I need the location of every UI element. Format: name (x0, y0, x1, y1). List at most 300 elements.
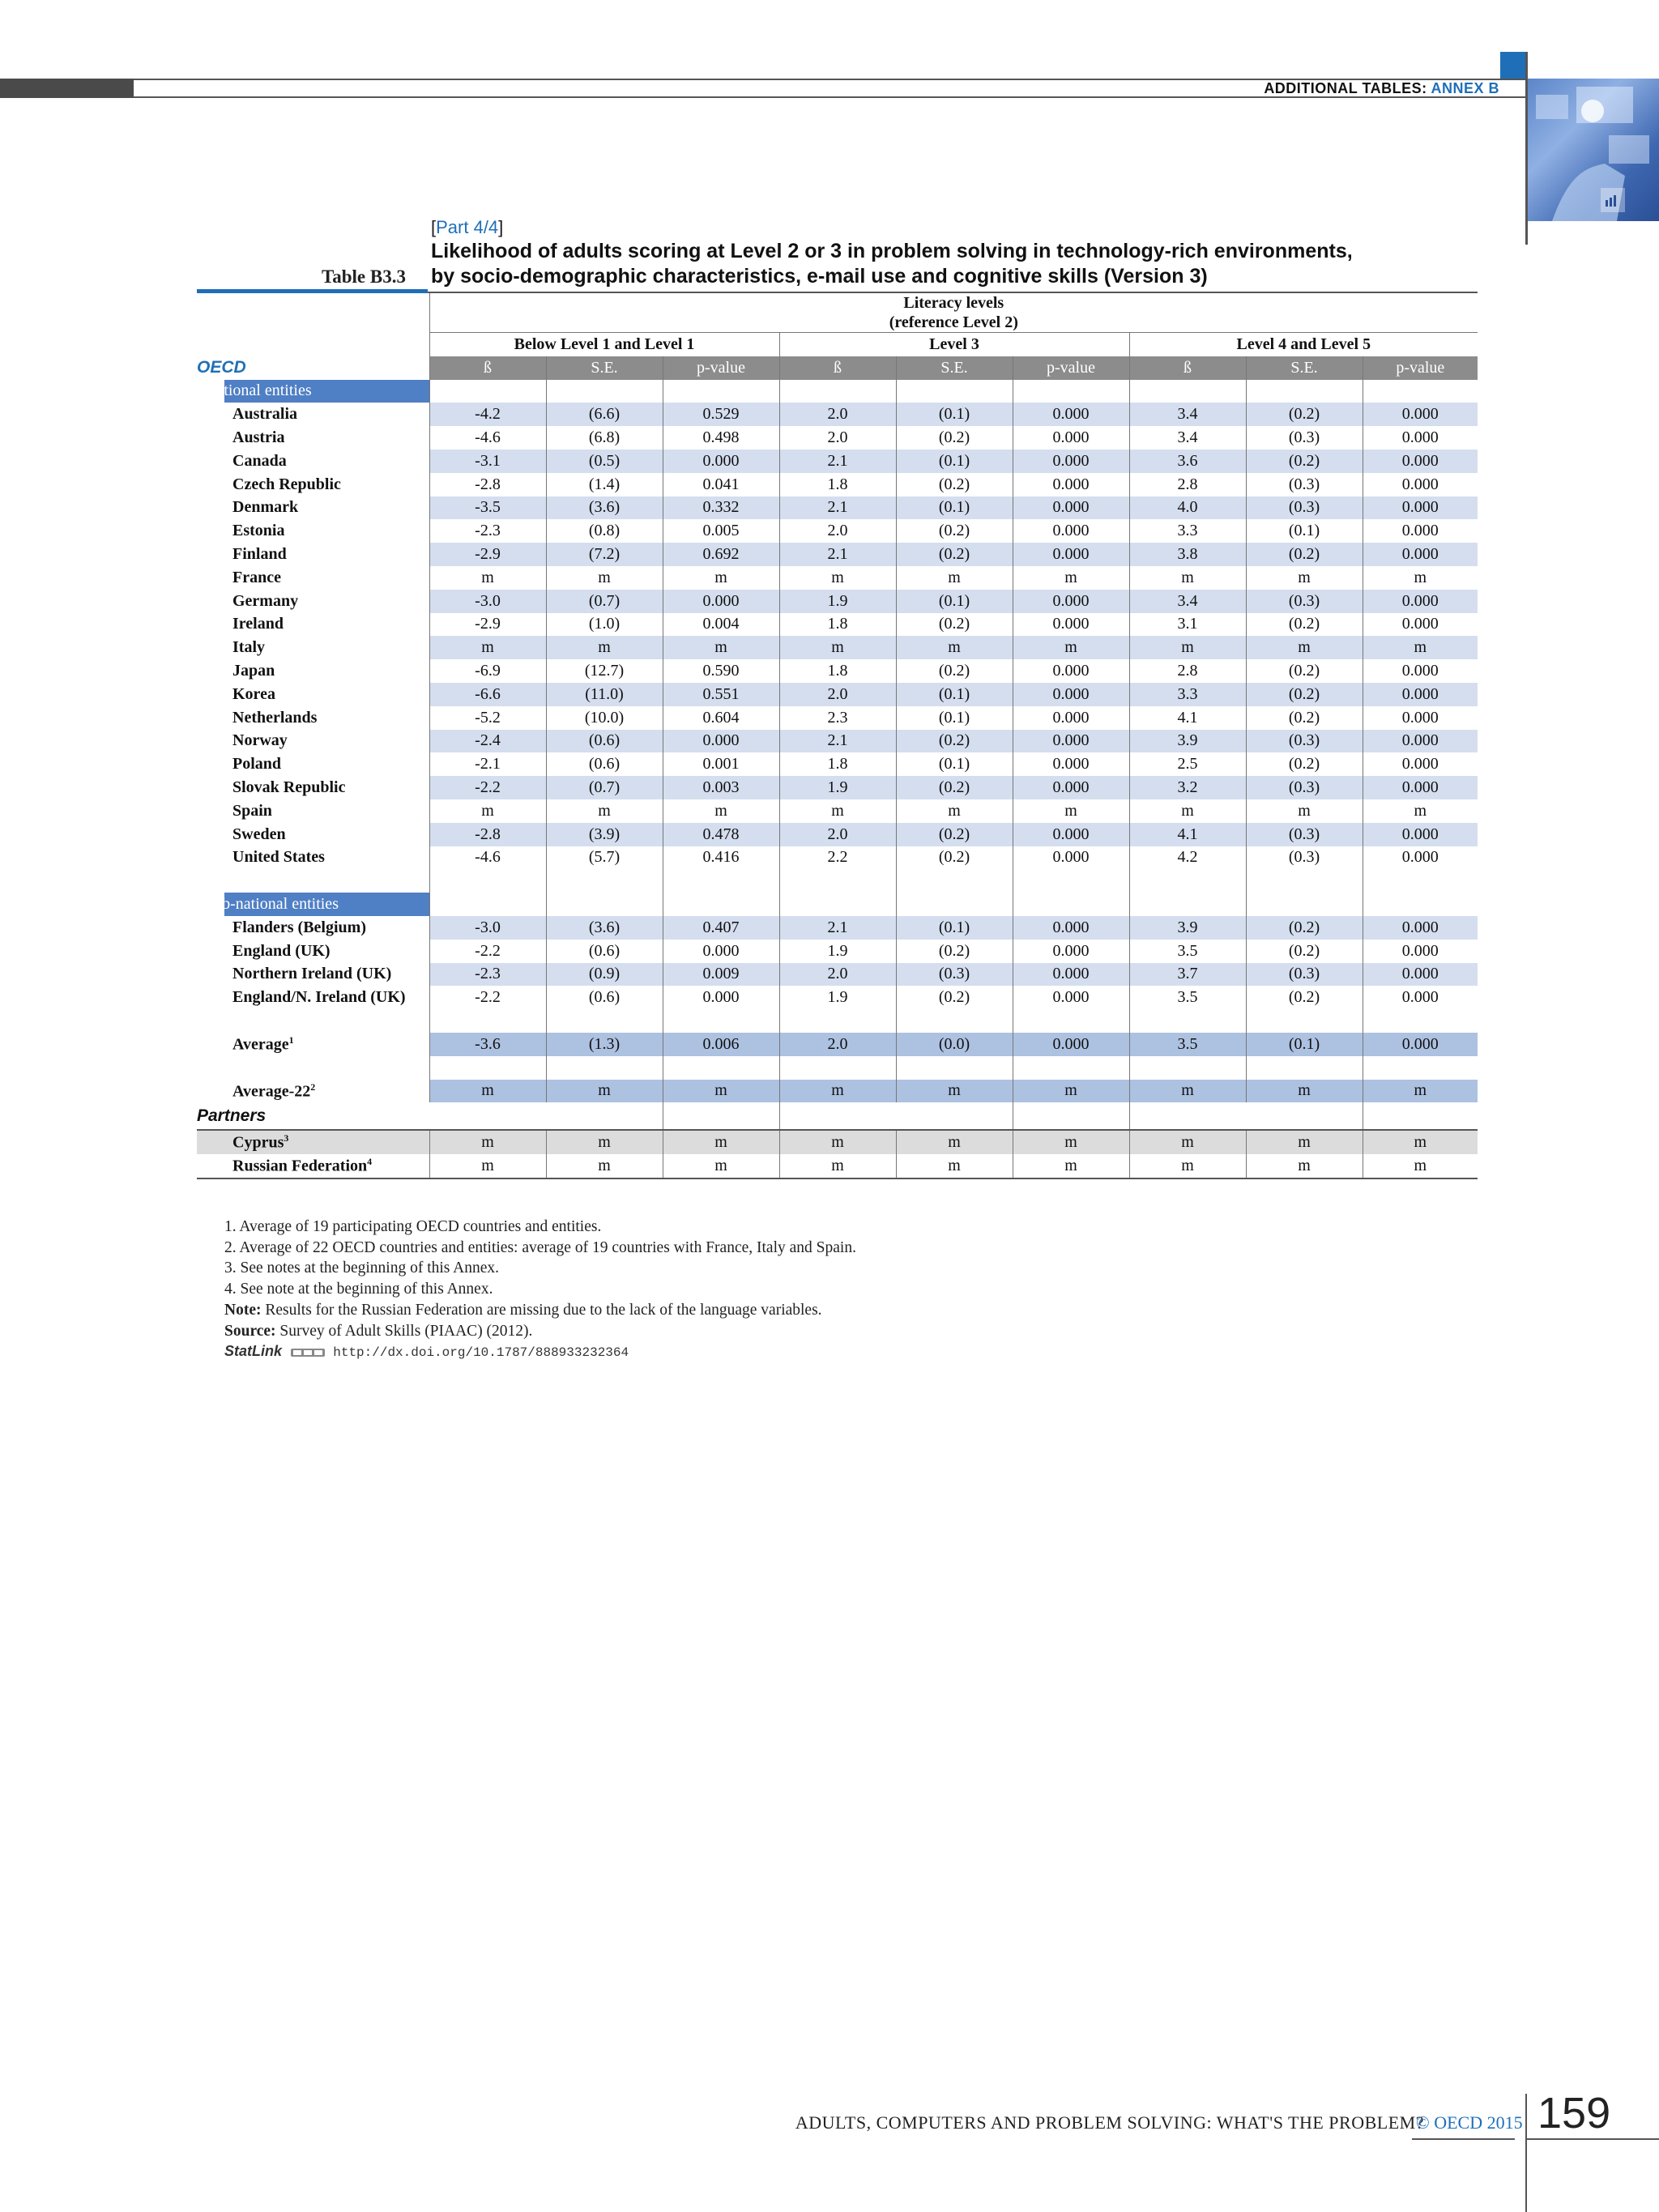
table-cell: (0.2) (896, 986, 1013, 1009)
row-label-text: Flanders (Belgium) (232, 918, 366, 936)
footer-book-title: ADULTS, COMPUTERS AND PROBLEM SOLVING: WHAT'S THE PROBLEM? (795, 2112, 1424, 2133)
table-cell: m (546, 1080, 663, 1103)
table-cell: (0.3) (1246, 963, 1363, 987)
table-row (197, 590, 1478, 613)
table-cell: 0.000 (1013, 543, 1129, 566)
table-cell: m (1363, 1130, 1478, 1154)
table-cell: (0.2) (896, 519, 1013, 543)
oecd-label: OECD (197, 356, 429, 380)
table-cell: 0.000 (1013, 706, 1129, 730)
table-cell: 0.000 (1013, 916, 1129, 940)
row-label-text: Korea (232, 684, 275, 703)
table-cell: m (779, 636, 896, 659)
row-label (197, 473, 429, 497)
table-cell: 0.000 (1013, 497, 1129, 520)
table-cell: 0.000 (663, 986, 779, 1009)
table-row (197, 566, 1478, 590)
table-cell: (0.2) (1246, 613, 1363, 637)
col-header-beta: ß (779, 356, 896, 380)
table-cell: 0.041 (663, 473, 779, 497)
table-cell: 0.000 (1013, 963, 1129, 987)
table-cell: (6.6) (546, 403, 663, 426)
footer-rule (1412, 2138, 1515, 2140)
table-cell: -2.2 (429, 776, 546, 799)
row-label-text: Italy (232, 638, 265, 657)
table-cell: 0.000 (1013, 403, 1129, 426)
table-cell: 2.5 (1129, 752, 1246, 776)
table-title-line-1: Likelihood of adults scoring at Level 2 or 3 in problem solving in technology-rich environments, (431, 240, 1353, 262)
row-label-text: Sweden (232, 825, 286, 843)
spacer-row (197, 1056, 1478, 1080)
source-label: Source: (224, 1322, 276, 1340)
statlink-url[interactable]: http://dx.doi.org/10.1787/888933232364 (333, 1345, 629, 1361)
row-label-text: Finland (232, 545, 287, 564)
table-cell: 0.000 (1363, 730, 1478, 753)
table-cell: 0.000 (1363, 940, 1478, 963)
row-label-text: Netherlands (232, 708, 318, 727)
table-cell: m (1363, 799, 1478, 823)
column-header-row (197, 356, 1478, 380)
table-cell: -2.9 (429, 543, 546, 566)
table-cell: (0.3) (1246, 497, 1363, 520)
literacy-title: Literacy levels (903, 294, 1004, 312)
table-cell: (0.2) (1246, 940, 1363, 963)
table-cell: (0.2) (896, 613, 1013, 637)
row-label-text: Japan (232, 662, 275, 680)
table-cell: m (1246, 1080, 1363, 1103)
row-label (197, 916, 429, 940)
spacer-row (197, 869, 1478, 893)
table-cell: (5.7) (546, 846, 663, 870)
table-cell: m (1129, 799, 1246, 823)
table-cell: -3.0 (429, 590, 546, 613)
table-cell: 3.9 (1129, 730, 1246, 753)
table-cell: 0.000 (1013, 986, 1129, 1009)
table-cell: 3.3 (1129, 519, 1246, 543)
row-label-text: France (232, 568, 281, 586)
table-cell: (0.2) (896, 543, 1013, 566)
col-header-se: S.E. (896, 356, 1013, 380)
table-cell: m (896, 1080, 1013, 1103)
table-cell: m (663, 566, 779, 590)
table-cell: (0.2) (1246, 683, 1363, 706)
row-label-text: Czech Republic (232, 475, 341, 493)
table-cell: (0.7) (546, 776, 663, 799)
table-cell: 0.000 (1013, 659, 1129, 683)
part-label: [Part 4/4] (431, 217, 504, 237)
table-row (197, 963, 1478, 987)
table-cell: (3.6) (546, 916, 663, 940)
row-label (197, 752, 429, 776)
table-cell: 1.9 (779, 940, 896, 963)
footer-vertical-rule (1525, 2094, 1527, 2212)
table-row (197, 403, 1478, 426)
row-label-text: Norway (232, 731, 288, 750)
row-label-text: Denmark (232, 498, 299, 517)
table-cell: m (896, 799, 1013, 823)
literacy-header-row (197, 293, 1478, 333)
table-cell: 3.3 (1129, 683, 1246, 706)
table-cell: (0.3) (1246, 846, 1363, 870)
table-cell: 2.1 (779, 916, 896, 940)
table-cell: 4.1 (1129, 706, 1246, 730)
table-cell: 3.4 (1129, 426, 1246, 450)
statlink-label: StatLink (224, 1343, 283, 1360)
table-cell: -3.1 (429, 450, 546, 473)
table-cell: m (1129, 566, 1246, 590)
table-cell: 0.000 (1013, 590, 1129, 613)
table-cell: m (896, 636, 1013, 659)
table-cell: 3.5 (1129, 1033, 1246, 1056)
footer-copyright: © OECD 2015 (1416, 2112, 1523, 2133)
table-cell: (0.3) (1246, 473, 1363, 497)
table-cell: 0.000 (663, 450, 779, 473)
header-dark-bar (0, 79, 134, 98)
table-cell: 0.000 (1363, 590, 1478, 613)
partners-label: Partners (197, 1106, 267, 1125)
table-row (197, 543, 1478, 566)
table-row (197, 752, 1478, 776)
statlink-excel-icon (290, 1347, 326, 1358)
table-cell: 0.000 (1363, 683, 1478, 706)
row-label-text: Canada (232, 451, 287, 470)
table-cell: (0.2) (1246, 659, 1363, 683)
table-cell: 0.416 (663, 846, 779, 870)
row-label (197, 846, 429, 870)
table-cell: (0.1) (896, 752, 1013, 776)
row-label-footnote: 3 (284, 1132, 289, 1144)
table-cell: 0.006 (663, 1033, 779, 1056)
table-cell: m (1363, 1154, 1478, 1178)
table-cell: m (429, 566, 546, 590)
table-cell: -4.2 (429, 403, 546, 426)
table-cell: 0.332 (663, 497, 779, 520)
table-cell: 1.8 (779, 473, 896, 497)
statlink (224, 1341, 856, 1364)
note-2: 2. Average of 22 OECD countries and entities: average of 19 countries with France, Italy and Spain. (224, 1238, 856, 1256)
col-header-pvalue: p-value (1013, 356, 1129, 380)
table-cell: 1.8 (779, 752, 896, 776)
table-cell: 2.1 (779, 543, 896, 566)
row-label (197, 403, 429, 426)
table-cell: m (896, 1154, 1013, 1178)
table-cell: 0.004 (663, 613, 779, 637)
col-header-pvalue: p-value (663, 356, 779, 380)
table-cell: -2.4 (429, 730, 546, 753)
table-cell: -6.6 (429, 683, 546, 706)
table-cell: 0.000 (1013, 823, 1129, 846)
table-cell: m (1013, 636, 1129, 659)
row-label (197, 1154, 429, 1178)
table-cell: -2.8 (429, 823, 546, 846)
row-label (197, 823, 429, 846)
literacy-header (429, 293, 1478, 333)
table-cell: m (546, 1154, 663, 1178)
row-label (197, 1080, 429, 1103)
table-cell: 0.590 (663, 659, 779, 683)
table-cell: 1.9 (779, 986, 896, 1009)
table-cell: 0.000 (1363, 497, 1478, 520)
table-cell: m (1246, 1130, 1363, 1154)
table-cell: 3.4 (1129, 403, 1246, 426)
table-cell: (0.2) (896, 473, 1013, 497)
row-label-text: Ireland (232, 615, 284, 633)
row-label (197, 963, 429, 987)
table-cell: m (779, 1130, 896, 1154)
note-label: Note: (224, 1301, 262, 1319)
row-label-text: Austria (232, 428, 285, 447)
row-label (197, 730, 429, 753)
subnational-entities-label: Sub-national entities (197, 893, 429, 916)
table-row (197, 1033, 1478, 1056)
table-row (197, 659, 1478, 683)
table-cell: (0.9) (546, 963, 663, 987)
table-cell: -2.3 (429, 519, 546, 543)
table-cell: 0.000 (1363, 916, 1478, 940)
table-cell: (7.2) (546, 543, 663, 566)
table-cell: m (1013, 1080, 1129, 1103)
row-label (197, 543, 429, 566)
table-cell: 2.0 (779, 823, 896, 846)
row-label-text: Northern Ireland (UK) (232, 965, 392, 983)
source-text: Survey of Adult Skills (PIAAC) (2012). (279, 1322, 533, 1340)
table-cell: m (429, 1080, 546, 1103)
table-row (197, 799, 1478, 823)
table-cell: m (1246, 636, 1363, 659)
col-header-se: S.E. (546, 356, 663, 380)
table-row (197, 846, 1478, 870)
table-row (197, 776, 1478, 799)
table-cell: 1.8 (779, 659, 896, 683)
col-header-beta: ß (1129, 356, 1246, 380)
table-cell: 0.000 (1363, 613, 1478, 637)
table-cell: m (1129, 1130, 1246, 1154)
table-cell: m (663, 636, 779, 659)
table-cell: 3.1 (1129, 613, 1246, 637)
table-cell: -6.9 (429, 659, 546, 683)
table-cell: 1.9 (779, 776, 896, 799)
table-cell: (0.1) (896, 450, 1013, 473)
table-id: Table B3.3 (322, 266, 406, 287)
row-label (197, 450, 429, 473)
table-cell: (0.2) (1246, 986, 1363, 1009)
table-cell: m (429, 799, 546, 823)
table-cell: 0.000 (1013, 426, 1129, 450)
table-cell: m (896, 1130, 1013, 1154)
table-cell: 3.5 (1129, 986, 1246, 1009)
table-row (197, 730, 1478, 753)
table-cell: m (1246, 1154, 1363, 1178)
national-entities-label-row (197, 380, 1478, 403)
table-cell: m (546, 1130, 663, 1154)
table-cell: 0.003 (663, 776, 779, 799)
table-cell: 0.000 (1363, 986, 1478, 1009)
table-cell: (0.2) (896, 426, 1013, 450)
row-label (197, 613, 429, 637)
table-notes (224, 1217, 856, 1364)
table-cell: 0.001 (663, 752, 779, 776)
table-cell: 3.4 (1129, 590, 1246, 613)
row-label (197, 659, 429, 683)
table-cell: 1.9 (779, 590, 896, 613)
row-label (197, 519, 429, 543)
table-row (197, 683, 1478, 706)
table-cell: m (429, 1130, 546, 1154)
table-cell: -3.6 (429, 1033, 546, 1056)
table-cell: (0.8) (546, 519, 663, 543)
table-cell: 0.000 (1013, 613, 1129, 637)
source (224, 1321, 856, 1342)
table-cell: 0.000 (1013, 519, 1129, 543)
table-cell: 0.692 (663, 543, 779, 566)
table-cell: m (663, 799, 779, 823)
table-cell: m (663, 1154, 779, 1178)
table-cell: 0.000 (1363, 543, 1478, 566)
row-label-text: Spain (232, 801, 272, 820)
table-cell: (0.2) (1246, 450, 1363, 473)
table-row (197, 1154, 1478, 1178)
row-label-text: United States (232, 848, 325, 867)
note-3: 3. See notes at the beginning of this Annex. (224, 1259, 500, 1277)
table-cell: m (1013, 1130, 1129, 1154)
table-cell: 0.000 (1363, 403, 1478, 426)
col-header-beta: ß (429, 356, 546, 380)
row-label (197, 590, 429, 613)
table-cell: m (1246, 799, 1363, 823)
group-header-level3: Level 3 (779, 333, 1129, 356)
table-cell: 2.0 (779, 963, 896, 987)
table-cell: 0.000 (1363, 426, 1478, 450)
row-label-text: Russian Federation (232, 1157, 368, 1175)
table-cell: 2.8 (1129, 659, 1246, 683)
table-cell: (0.6) (546, 986, 663, 1009)
table-cell: 0.000 (1013, 776, 1129, 799)
table-cell: 1.8 (779, 613, 896, 637)
table-cell: 0.000 (663, 940, 779, 963)
row-label-text: Average-22 (232, 1082, 311, 1101)
table-cell: 2.0 (779, 403, 896, 426)
data-table-container (197, 293, 1478, 1179)
table-cell: 2.0 (779, 519, 896, 543)
table-cell: (3.6) (546, 497, 663, 520)
row-label (197, 706, 429, 730)
table-cell: 0.000 (1363, 473, 1478, 497)
table-cell: 0.000 (1363, 1033, 1478, 1056)
table-cell: 2.0 (779, 683, 896, 706)
table-cell: m (779, 566, 896, 590)
table-cell: (0.2) (896, 659, 1013, 683)
table-cell: (0.1) (1246, 519, 1363, 543)
table-cell: (0.3) (1246, 823, 1363, 846)
table-cell: 0.000 (1363, 659, 1478, 683)
data-table (197, 293, 1478, 1179)
partners-label-row (197, 1102, 1478, 1130)
table-cell: (11.0) (546, 683, 663, 706)
table-cell: m (896, 566, 1013, 590)
table-row (197, 473, 1478, 497)
table-cell: m (779, 799, 896, 823)
note-4: 4. See note at the beginning of this Annex. (224, 1281, 493, 1298)
row-label (197, 776, 429, 799)
table-cell: (0.2) (1246, 543, 1363, 566)
table-cell: 0.000 (1363, 706, 1478, 730)
table-cell: (0.1) (896, 590, 1013, 613)
table-cell: -5.2 (429, 706, 546, 730)
table-row (197, 426, 1478, 450)
page-number: 159 (1537, 2089, 1611, 2137)
table-cell: 0.604 (663, 706, 779, 730)
table-cell: 3.2 (1129, 776, 1246, 799)
table-row (197, 1080, 1478, 1103)
table-cell: (0.3) (1246, 590, 1363, 613)
table-cell: 0.000 (1363, 846, 1478, 870)
header-decorative-image (1528, 79, 1659, 221)
table-cell: 3.5 (1129, 940, 1246, 963)
table-cell: m (1363, 1080, 1478, 1103)
group-header-below-level1: Below Level 1 and Level 1 (429, 333, 779, 356)
table-cell: m (1013, 1154, 1129, 1178)
row-label-footnote: 2 (310, 1080, 316, 1093)
table-cell: m (1129, 1154, 1246, 1178)
table-cell: (0.3) (1246, 426, 1363, 450)
table-cell: 0.000 (663, 590, 779, 613)
table-cell: m (779, 1080, 896, 1103)
table-cell: (0.1) (896, 683, 1013, 706)
col-header-pvalue: p-value (1363, 356, 1478, 380)
table-row (197, 986, 1478, 1009)
table-cell: 0.551 (663, 683, 779, 706)
table-cell: m (779, 1154, 896, 1178)
table-cell: (0.2) (896, 776, 1013, 799)
table-cell: 2.0 (779, 426, 896, 450)
table-cell: (0.7) (546, 590, 663, 613)
table-cell: -2.2 (429, 986, 546, 1009)
table-cell: m (546, 799, 663, 823)
table-cell: (0.2) (896, 940, 1013, 963)
table-cell: 0.000 (1013, 752, 1129, 776)
table-cell: (0.0) (896, 1033, 1013, 1056)
table-cell: -3.5 (429, 497, 546, 520)
row-label (197, 986, 429, 1009)
row-label (197, 683, 429, 706)
table-cell: -2.9 (429, 613, 546, 637)
table-cell: -2.8 (429, 473, 546, 497)
row-label (197, 1033, 429, 1056)
row-label (197, 566, 429, 590)
table-cell: 3.6 (1129, 450, 1246, 473)
table-cell: (10.0) (546, 706, 663, 730)
header-section: ADDITIONAL TABLES: (1264, 80, 1427, 96)
table-cell: 0.478 (663, 823, 779, 846)
table-cell: (0.6) (546, 730, 663, 753)
table-cell: (0.3) (1246, 776, 1363, 799)
row-label-text: Australia (232, 405, 297, 424)
table-cell: m (546, 566, 663, 590)
table-cell: 3.7 (1129, 963, 1246, 987)
table-cell: m (1129, 1080, 1246, 1103)
table-cell: (0.2) (1246, 403, 1363, 426)
table-row (197, 916, 1478, 940)
table-cell: m (1129, 636, 1246, 659)
table-row (197, 636, 1478, 659)
table-cell: (6.8) (546, 426, 663, 450)
table-row (197, 1130, 1478, 1154)
table-cell: (1.0) (546, 613, 663, 637)
national-entities-label: National entities (197, 380, 429, 403)
table-cell: (0.2) (1246, 752, 1363, 776)
table-cell: (1.4) (546, 473, 663, 497)
row-label-text: Poland (232, 755, 282, 774)
